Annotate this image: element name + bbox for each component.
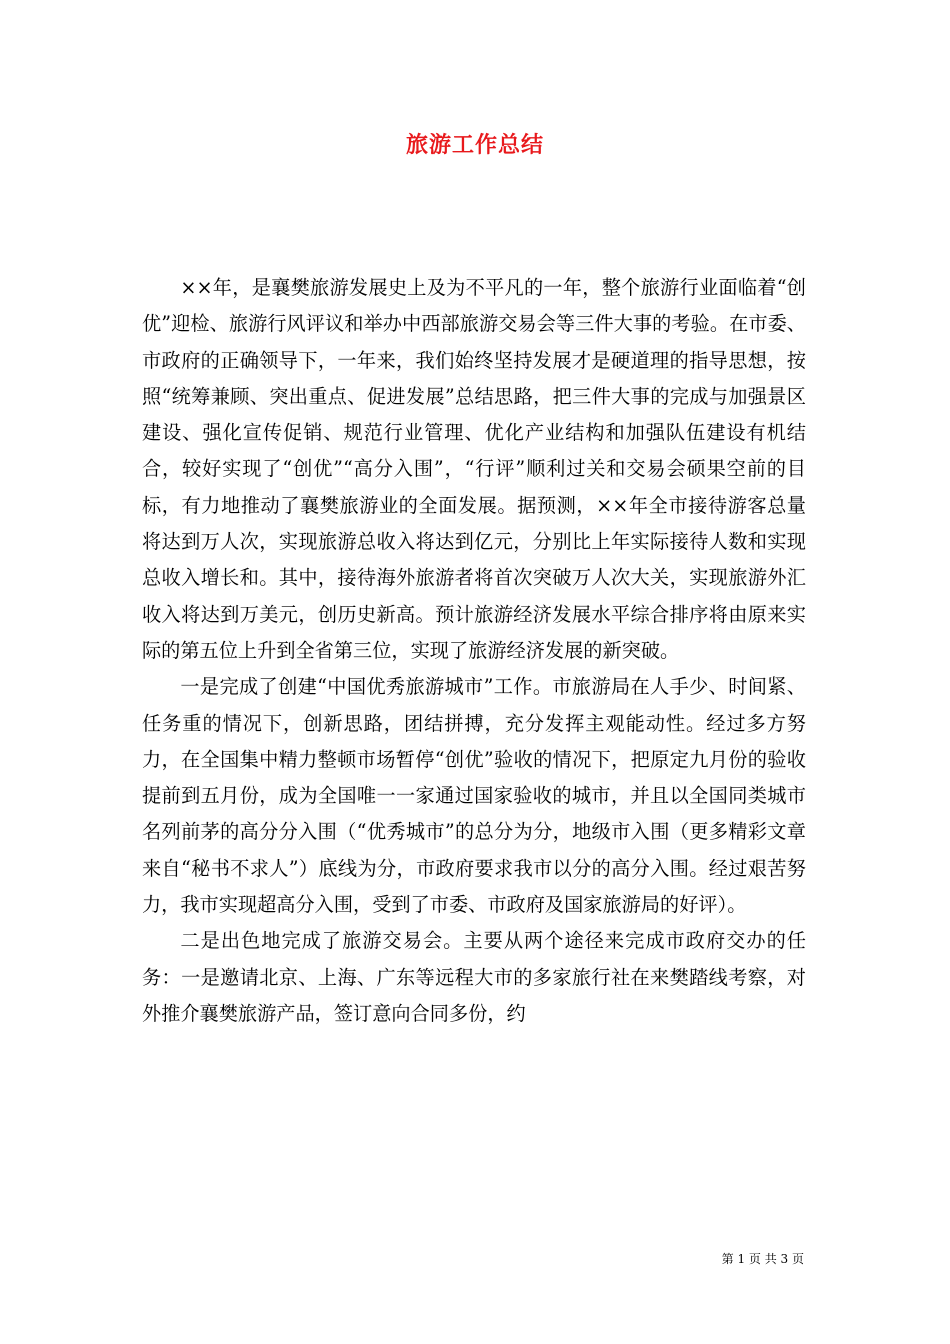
paragraph-item-one: 一是完成了创建“中国优秀旅游城市”工作。市旅游局在人手少、时间紧、任务重的情况下，创新思路，团结拼搏，充分发挥主观能动性。经过多方努力，在全国集中精力整顿市场暂停“创优”验收的情况下，把原定九月份的验收提前到五月份，成为全国唯一一家通过国家验收的城市，并且以全国同类城市名列前茅的高分分入围（“优秀城市”的总分为分，地级市入围（更多精彩文章来自“秘书不求人”）底线为分，市政府要求我市以分的高分入围。经过艰苦努力，我市实现超高分入围，受到了市委、市政府及国家旅游局的好评）。 (142, 675, 806, 917)
document-body (142, 270, 806, 1032)
page-number-footer: 第 1 页 共 3 页 (721, 1252, 804, 1266)
paragraph-summary: ××年，是襄樊旅游发展史上及为不平凡的一年，整个旅游行业面临着“创优”迎检、旅游行风评议和举办中西部旅游交易会等三件大事的考验。在市委、市政府的正确领导下，一年来，我们始终坚持发展才是硬道理的指导思想，按照“统筹兼顾、突出重点、促进发展”总结思路，把三件大事的完成与加强景区建设、强化宣传促销、规范行业管理、优化产业结构和加强队伍建设有机结合，较好实现了“创优”“高分入围”，“行评”顺利过关和交易会硕果空前的目标，有力地推动了襄樊旅游业的全面发展。据预测，××年全市接待游客总量将达到万人次，实现旅游总收入将达到亿元，分别比上年实际接待人数和实现总收入增长和。其中，接待海外旅游者将首次突破万人次大关，实现旅游外汇收入将达到万美元，创历史新高。预计旅游经济发展水平综合排序将由原来实际的第五位上升到全省第三位，实现了旅游经济发展的新突破。 (142, 276, 806, 662)
document-title: 旅游工作总结 (405, 132, 544, 158)
paragraph-item-two: 二是出色地完成了旅游交易会。主要从两个途径来完成市政府交办的任务：一是邀请北京、上海、广东等远程大市的多家旅行社在来樊踏线考察，对外推介襄樊旅游产品，签订意向合同多份，约 (142, 929, 806, 1025)
